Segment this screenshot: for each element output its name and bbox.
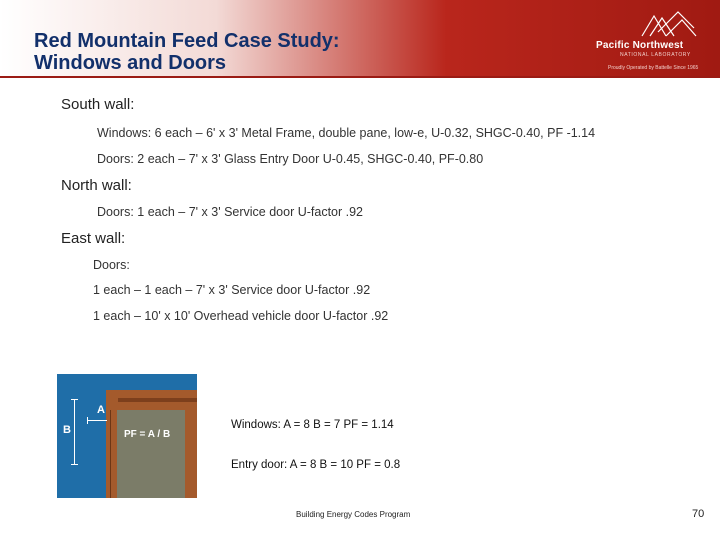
dimension-b-top-tick <box>71 399 78 400</box>
windows-pf-note: Windows: A = 8 B = 7 PF = 1.14 <box>231 419 394 431</box>
entry-door-pf-note: Entry door: A = 8 B = 10 PF = 0.8 <box>231 459 401 471</box>
dimension-b-bottom-tick <box>71 464 78 465</box>
logo-name: Pacific Northwest <box>596 40 684 51</box>
south-wall-heading: South wall: <box>61 96 135 113</box>
dimension-a-tick <box>87 417 88 424</box>
diagram-post <box>106 410 117 498</box>
diagram-overhang-shadow <box>118 398 197 402</box>
slide-title-line-2: Windows and Doors <box>34 52 227 74</box>
north-wall-heading: North wall: <box>61 177 132 194</box>
slide-header <box>0 0 720 78</box>
header-divider <box>0 76 720 78</box>
north-wall-doors: Doors: 1 each – 7' x 3' Service door U-factor .92 <box>97 205 364 219</box>
south-wall-doors: Doors: 2 each – 7' x 3' Glass Entry Door U-0.45, SHGC-0.40, PF-0.80 <box>97 152 484 166</box>
dimension-a-line <box>87 420 107 421</box>
east-wall-service-door: 1 each – 1 each – 7' x 3' Service door U-factor .92 <box>93 283 371 297</box>
slide-title <box>34 30 554 74</box>
diagram-side-wall <box>185 410 197 498</box>
pf-formula: PF = A / B <box>124 429 171 440</box>
label-a: A <box>97 404 105 416</box>
footer-program: Building Energy Codes Program <box>296 510 411 519</box>
label-b: B <box>63 424 71 436</box>
south-wall-windows: Windows: 6 each – 6' x 3' Metal Frame, double pane, low-e, U-0.32, SHGC-0.40, PF -1.14 <box>97 126 596 140</box>
diagram-window-area <box>117 410 185 498</box>
page-number: 70 <box>692 508 705 520</box>
pnnl-logo <box>592 10 712 72</box>
east-wall-heading: East wall: <box>61 230 126 247</box>
slide-title-line-1: Red Mountain Feed Case Study: <box>34 30 340 52</box>
dimension-b-line <box>74 399 75 465</box>
projection-factor-diagram <box>57 374 197 498</box>
logo-tagline: Proudly Operated by Battelle Since 1965 <box>608 65 699 71</box>
lab-logo-icon <box>636 10 700 40</box>
logo-subtitle: NATIONAL LABORATORY <box>620 52 691 58</box>
diagram-post-edge <box>110 410 111 498</box>
east-wall-doors-label: Doors: <box>93 258 130 272</box>
east-wall-overhead-door: 1 each – 10' x 10' Overhead vehicle door U-factor .92 <box>93 309 389 323</box>
